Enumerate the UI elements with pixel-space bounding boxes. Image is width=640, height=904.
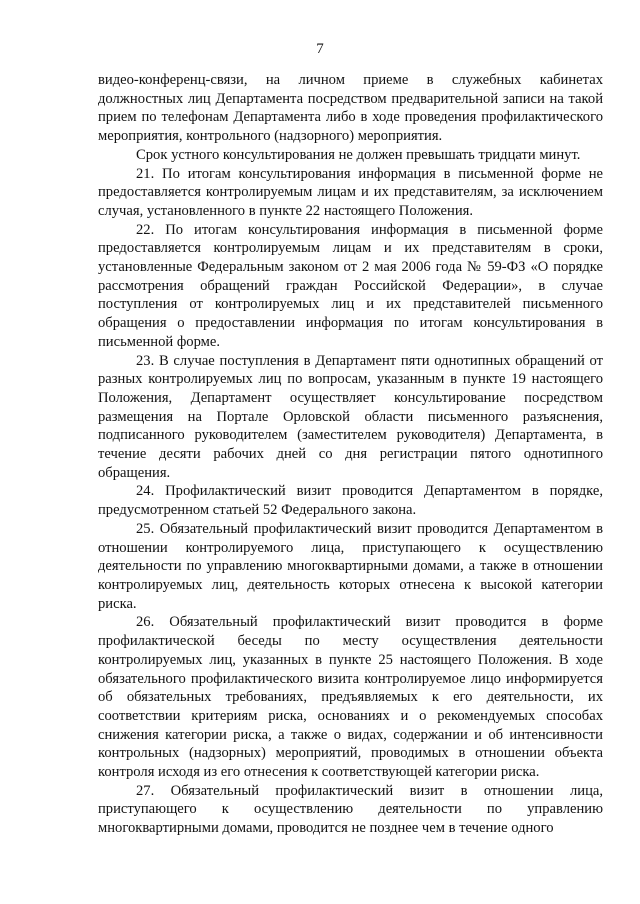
paragraph-item-23: 23. В случае поступления в Департамент пяти однотипных обращений от разных контролируемых лиц по вопросам, указанным в пункте 19 настоящего Положения, Департамент осуществляет консультирование посредством размещения на Портале Орловской области письменного разъяснения, подписанного руководителем (заместителем руководителя) Департамента, в течение десяти рабочих дней со дня регистрации пятого однотипного обращения. xyxy=(98,352,603,481)
paragraph-item-24: 24. Профилактический визит проводится Департаментом в порядке, предусмотренном статьей 52 Федерального закона. xyxy=(98,483,603,519)
paragraph-continuation: видео-конференц-связи, на личном приеме в служебных кабинетах должностных лиц Департамента посредством предварительной записи на такой прием по телефонам Департамента либо в ходе проведения профилактического мероприятия, контрольного (надзорного) мероприятия. xyxy=(98,72,603,145)
paragraph-item-27: 27. Обязательный профилактический визит в отношении лица, приступающего к осуществлению деятельности по управлению многоквартирными домами, проводится не позднее чем в течение одного xyxy=(98,782,603,837)
document-body xyxy=(98,71,603,838)
paragraph-consultation-duration: Срок устного консультирования не должен превышать тридцати минут. xyxy=(136,146,581,163)
paragraph-item-22: 22. По итогам консультирования информация в письменной форме предоставляется контролируемым лицам и их представителям в сроки, установленные Федеральным законом от 2 мая 2006 года № 59-ФЗ «О порядке рассмотрения обращений граждан Российской Федерации», в случае поступления от контролируемых лиц и их представителей письменного обращения о предоставлении информация по итогам консультирования в письменной форме. xyxy=(98,221,603,350)
paragraph-item-25: 25. Обязательный профилактический визит проводится Департаментом в отношении контролируемого лица, приступающего к осуществлению деятельности по управлению многоквартирными домами, а также в отношении контролируемых лиц, деятельность которых отнесена к высокой категории риска. xyxy=(98,520,603,612)
paragraph-item-21: 21. По итогам консультирования информация в письменной форме не предоставляется контролируемым лицам и их представителям, за исключением случая, установленного в пункте 22 настоящего Положения. xyxy=(98,165,603,219)
page-number: 7 xyxy=(316,41,324,57)
paragraph-item-26: 26. Обязательный профилактический визит проводится в форме профилактической беседы по месту осуществления деятельности контролируемых лиц, указанных в пункте 25 настоящего Положения. В ходе обязательного профилактического визита контролируемое лицо информируется об обязательных требованиях, предъявляемых к его деятельности, их соответствии критериям риска, основаниях и о рекомендуемых способах снижения категории риска, а также о видах, содержании и об интенсивности контрольных (надзорных) мероприятий, проводимых в отношении объекта контроля исходя из его отнесения к соответствующей категории риска. xyxy=(98,614,603,781)
